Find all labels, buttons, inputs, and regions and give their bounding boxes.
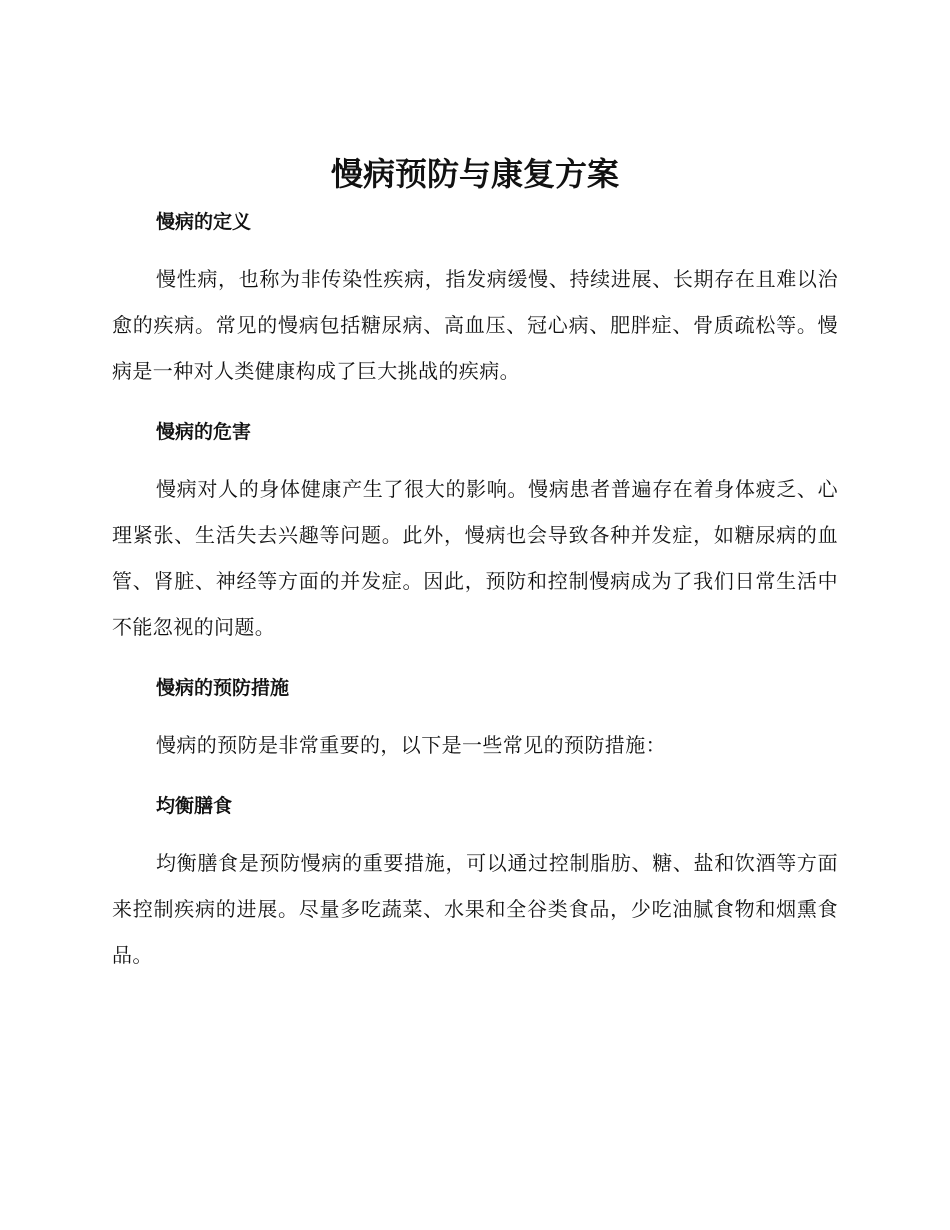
section-paragraph: 慢病的预防是非常重要的，以下是一些常见的预防措施：	[156, 733, 666, 757]
section-balanced-diet	[112, 788, 838, 978]
document-body	[112, 204, 838, 978]
section-heading: 均衡膳食	[156, 795, 233, 817]
section-heading: 慢病的危害	[156, 421, 252, 443]
section-heading: 慢病的定义	[156, 211, 252, 233]
section-prevention	[112, 670, 838, 768]
section-harm	[112, 414, 838, 650]
section-paragraph: 慢病对人的身体健康产生了很大的影响。慢病患者普遍存在着身体疲乏、心理紧张、生活失去兴趣等问题。此外，慢病也会导致各种并发症，如糖尿病的血管、肾脏、神经等方面的并发症。因此，预防和控制慢病成为了我们日常生活中不能忽视的问题。	[112, 477, 838, 639]
document-title: 慢病预防与康复方案	[330, 155, 619, 193]
section-definition	[112, 204, 838, 394]
section-paragraph: 慢性病，也称为非传染性疾病，指发病缓慢、持续进展、长期存在且难以治愈的疾病。常见的慢病包括糖尿病、高血压、冠心病、肥胖症、骨质疏松等。慢病是一种对人类健康构成了巨大挑战的疾病。	[112, 267, 838, 383]
section-heading: 慢病的预防措施	[156, 677, 290, 699]
section-paragraph: 均衡膳食是预防慢病的重要措施，可以通过控制脂肪、糖、盐和饮酒等方面来控制疾病的进展。尽量多吃蔬菜、水果和全谷类食品，少吃油腻食物和烟熏食品。	[112, 851, 838, 967]
